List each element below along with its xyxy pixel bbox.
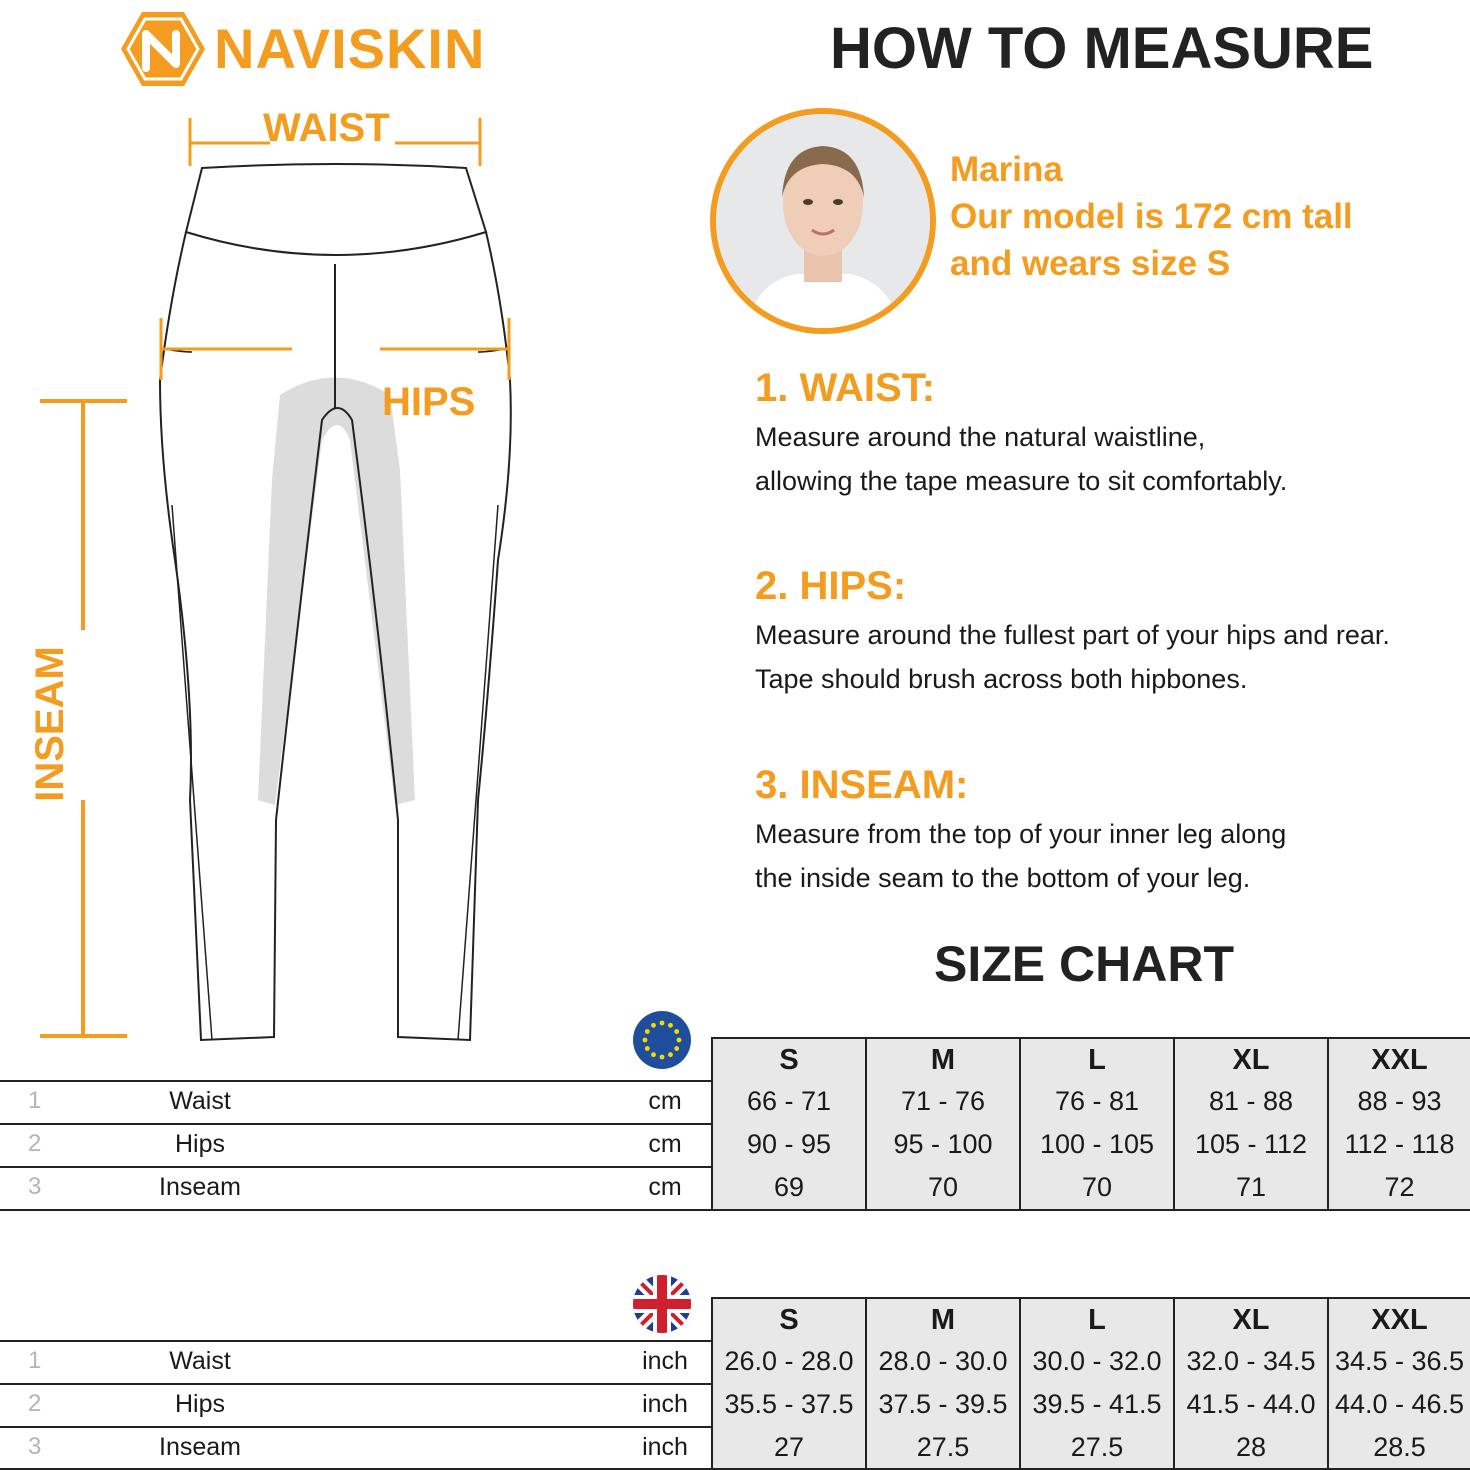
model-size: and wears size S bbox=[950, 244, 1231, 283]
row-divider bbox=[0, 1209, 1470, 1211]
row-unit: cm bbox=[648, 1130, 682, 1158]
row-index: 3 bbox=[28, 1433, 42, 1460]
size-cell: 69 bbox=[711, 1166, 865, 1209]
waistband bbox=[186, 164, 486, 255]
size-cell: 34.5 - 36.5 bbox=[1327, 1340, 1470, 1383]
size-cell: 100 - 105 bbox=[1019, 1123, 1173, 1166]
row-unit: inch bbox=[642, 1433, 688, 1461]
row-index: 2 bbox=[28, 1390, 42, 1417]
step-waist-text-2: allowing the tape measure to sit comfortably. bbox=[755, 466, 1288, 496]
inseam-shading bbox=[258, 378, 415, 806]
size-cell: 71 bbox=[1173, 1166, 1327, 1209]
uk-flag-icon bbox=[632, 1274, 692, 1334]
size-header-s: S bbox=[711, 1297, 865, 1340]
size-cell: 70 bbox=[1019, 1166, 1173, 1209]
size-cell: 44.0 - 46.5 bbox=[1327, 1383, 1470, 1426]
size-cell: 27.5 bbox=[865, 1426, 1019, 1469]
size-cell: 28 bbox=[1173, 1426, 1327, 1469]
row-label-waist: Waist bbox=[169, 1087, 231, 1115]
size-cell: 27 bbox=[711, 1426, 865, 1469]
size-cell: 28.5 bbox=[1327, 1426, 1470, 1469]
size-cell: 26.0 - 28.0 bbox=[711, 1340, 865, 1383]
step-inseam-heading: 3. INSEAM: bbox=[755, 763, 969, 807]
size-cell: 112 - 118 bbox=[1327, 1123, 1470, 1166]
inseam-label: INSEAM bbox=[28, 646, 72, 802]
row-unit: cm bbox=[648, 1173, 682, 1201]
size-header-m: M bbox=[865, 1037, 1019, 1080]
step-hips-text-1: Measure around the fullest part of your hips and rear. bbox=[755, 620, 1390, 650]
row-unit: inch bbox=[642, 1347, 688, 1375]
size-cell: 39.5 - 41.5 bbox=[1019, 1383, 1173, 1426]
size-cell: 28.0 - 30.0 bbox=[865, 1340, 1019, 1383]
step-waist-text-1: Measure around the natural waistline, bbox=[755, 422, 1206, 452]
size-cell: 81 - 88 bbox=[1173, 1080, 1327, 1123]
size-cell: 32.0 - 34.5 bbox=[1173, 1340, 1327, 1383]
size-header-xl: XL bbox=[1173, 1297, 1327, 1340]
row-index: 1 bbox=[28, 1347, 42, 1374]
size-cell: 41.5 - 44.0 bbox=[1173, 1383, 1327, 1426]
size-cell: 66 - 71 bbox=[711, 1080, 865, 1123]
row-index: 3 bbox=[28, 1173, 42, 1200]
size-cell: 72 bbox=[1327, 1166, 1470, 1209]
size-cell: 105 - 112 bbox=[1173, 1123, 1327, 1166]
row-index: 2 bbox=[28, 1130, 42, 1157]
row-label-waist: Waist bbox=[169, 1347, 231, 1375]
eu-flag-icon bbox=[632, 1010, 692, 1070]
waist-label: WAIST bbox=[263, 106, 390, 150]
row-index: 1 bbox=[28, 1087, 42, 1114]
size-header-xl: XL bbox=[1173, 1037, 1327, 1080]
size-cell: 35.5 - 37.5 bbox=[711, 1383, 865, 1426]
size-cell: 70 bbox=[865, 1166, 1019, 1209]
size-chart-title: SIZE CHART bbox=[934, 936, 1234, 992]
brand-name: NAVISKIN bbox=[214, 17, 486, 80]
row-label-hips: Hips bbox=[174, 1130, 225, 1158]
model-avatar bbox=[710, 108, 936, 334]
size-cell: 88 - 93 bbox=[1327, 1080, 1470, 1123]
row-unit: cm bbox=[648, 1087, 682, 1115]
size-header-s: S bbox=[711, 1037, 865, 1080]
size-cell: 30.0 - 32.0 bbox=[1019, 1340, 1173, 1383]
row-unit: inch bbox=[642, 1390, 688, 1418]
model-name: Marina bbox=[950, 150, 1063, 189]
size-cell: 27.5 bbox=[1019, 1426, 1173, 1469]
size-header-m: M bbox=[865, 1297, 1019, 1340]
size-cell: 90 - 95 bbox=[711, 1123, 865, 1166]
size-header-l: L bbox=[1019, 1037, 1173, 1080]
row-label-hips: Hips bbox=[174, 1390, 225, 1418]
step-inseam-text-2: the inside seam to the bottom of your leg. bbox=[755, 863, 1251, 893]
page-title: HOW TO MEASURE bbox=[830, 16, 1374, 81]
size-cell: 71 - 76 bbox=[865, 1080, 1019, 1123]
size-cell: 76 - 81 bbox=[1019, 1080, 1173, 1123]
hips-label: HIPS bbox=[382, 380, 476, 424]
leggings-diagram bbox=[0, 100, 560, 1050]
size-header-xxl: XXL bbox=[1327, 1297, 1470, 1340]
size-cell: 37.5 - 39.5 bbox=[865, 1383, 1019, 1426]
size-header-l: L bbox=[1019, 1297, 1173, 1340]
model-height: Our model is 172 cm tall bbox=[950, 197, 1353, 236]
step-waist-heading: 1. WAIST: bbox=[755, 366, 936, 410]
row-label-inseam: Inseam bbox=[159, 1433, 241, 1461]
row-label-inseam: Inseam bbox=[159, 1173, 241, 1201]
size-cell: 95 - 100 bbox=[865, 1123, 1019, 1166]
step-inseam-text-1: Measure from the top of your inner leg along bbox=[755, 819, 1287, 849]
size-header-xxl: XXL bbox=[1327, 1037, 1470, 1080]
step-hips-text-2: Tape should brush across both hipbones. bbox=[755, 664, 1248, 694]
naviskin-logo-icon bbox=[120, 10, 206, 88]
step-hips-heading: 2. HIPS: bbox=[755, 564, 907, 608]
